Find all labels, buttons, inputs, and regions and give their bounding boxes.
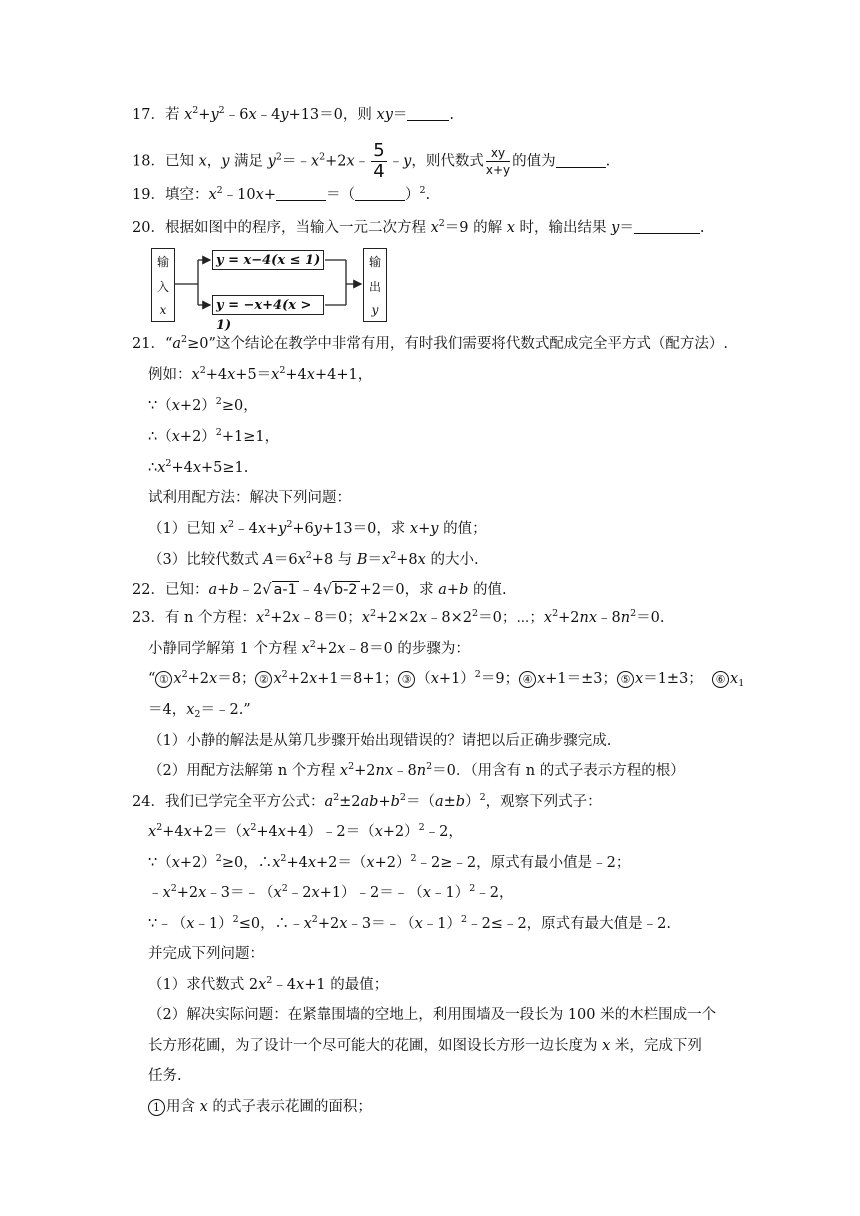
q24-example-1: $x^2+4x+2=(x^2+4x+4)﹣2=(x+2)^2﹣2$， xyxy=(148,822,463,840)
answer-blank[interactable] xyxy=(407,106,449,121)
step-marker: ④ xyxy=(519,671,536,688)
text: + xyxy=(263,187,276,203)
text: “ xyxy=(164,336,173,352)
question-23: 23．有 n 个方程：$x^2+2x﹣8=0$；$x^2+2\times 2x﹣8\times 2^2=0$；⋯；$x^2+2nx﹣8n^2=0$. xyxy=(132,608,665,626)
text: （1）求代数式 xyxy=(148,977,249,993)
question-18: 18．已知 x，y 满足 $y^2=﹣x^2+2x﹣$ $\frac{5}{4}$ ﹣y，则代数式 $\frac{xy}{x+y}$ 的值为 . xyxy=(132,140,611,182)
text: 已知 xyxy=(164,153,199,170)
answer-blank[interactable] xyxy=(556,153,606,168)
q24-part-2-end xyxy=(148,1065,182,1087)
text: 我们已学完全平方公式： xyxy=(164,794,325,810)
q24-instructions xyxy=(148,943,264,965)
text: ＝9 的解 xyxy=(444,220,507,236)
q23-steps-cont: ＝4，$x_2=﹣2$.” xyxy=(148,702,251,720)
text: 用含 xyxy=(166,1099,200,1115)
question-21: 21．“$a^2\ge 0$”这个结论在教学中非常有用，有时我们需要将代数式配成完全平方式（配方法）. xyxy=(132,334,728,352)
step-marker: ① xyxy=(155,671,172,688)
q23-intro: 小静同学解第 1 个方程 $x^2+2x﹣8=0$ 的步骤为： xyxy=(148,639,470,657)
input-box xyxy=(151,248,175,322)
text: +2 xyxy=(325,153,347,170)
q24-part-2-cont: 长方形花圃，为了设计一个尽可能大的花圃，如图设长方形一边长度为 x 米，完成下列 xyxy=(148,1038,702,1054)
radicand: a-1 xyxy=(273,582,297,598)
text: 并完成下列问题： xyxy=(148,946,264,962)
question-number: 22． xyxy=(132,582,165,598)
text: 米，完成下列 xyxy=(610,1038,702,1054)
text: 与 xyxy=(333,552,357,568)
step-marker: ② xyxy=(255,671,272,688)
text: 的最值； xyxy=(325,977,389,993)
q24-part-2 xyxy=(148,1004,716,1026)
answer-blank[interactable] xyxy=(276,186,326,201)
output-label-char: 输 xyxy=(368,255,381,269)
text: ﹣4 xyxy=(298,582,323,598)
question-22: 22．已知：a+b﹣2√ a-1 ﹣4√ b-2 +2＝0，求 a+b 的值. xyxy=(132,582,507,598)
text: 的式子表示花圃的面积； xyxy=(207,1099,372,1115)
text: 任务. xyxy=(148,1068,182,1084)
text: 小静同学解第 1 个方程 xyxy=(148,641,302,657)
text: +2＝0，求 xyxy=(359,582,439,598)
text: ， xyxy=(206,153,222,170)
text: ＝﹣ xyxy=(281,153,311,170)
step-marker: ③ xyxy=(398,671,415,688)
text: ） xyxy=(404,187,420,203)
q21-example: 例如：$x^2+4x+5=x^2+4x+4+1$， xyxy=(148,365,373,383)
denominator: x+y xyxy=(485,163,511,177)
question-number: 24． xyxy=(132,794,165,810)
text: ＝ xyxy=(392,107,408,123)
answer-blank[interactable] xyxy=(355,186,405,201)
text: ﹣10 xyxy=(222,187,256,203)
text: 例如： xyxy=(148,367,192,383)
question-number: 23． xyxy=(132,610,165,626)
text: （1）小静的解法是从第几步骤开始出现错误的？请把以后正确步骤完成. xyxy=(148,733,612,749)
text: ﹣ xyxy=(388,153,404,170)
input-label-var: x xyxy=(159,303,167,317)
input-label-char: 入 xyxy=(156,280,169,294)
q23-part-2: （2）用配方法解第 n 个方程 $x^2+2nx﹣8n^2=0$．（用含有 n 的式子表示方程的根） xyxy=(148,761,685,779)
output-box xyxy=(363,248,387,322)
text: （1）已知 xyxy=(148,521,220,537)
text: ＝（ xyxy=(325,187,355,203)
question-19: 19．填空：$x^2﹣10x+$ ＝（ ）$^2$. xyxy=(132,185,431,203)
text: 的值； xyxy=(438,521,487,537)
question-number: 18． xyxy=(132,153,165,170)
q23-steps: “ ① $x^2+2x=8$； ② $x^2+2x+1=8+1$； ③ $(x+1)^2=9$； ④ x+1＝±3； ⑤ x＝1±3； ⑥ $x_1$ xyxy=(148,669,745,689)
text: （2）解决实际问题：在紧靠围墙的空地上，利用围墙及一段长为 100 米的木栏围成一个 xyxy=(148,1007,717,1023)
question-20: 20．根据如图中的程序，当输入一元二次方程 $x^2=9$ 的解 x 时，输出结果 y＝ . xyxy=(132,218,705,236)
question-number: 17． xyxy=(132,107,165,123)
q24-example-3: $﹣x^2+2x﹣3=﹣(x^2﹣2x+1)﹣2=﹣(x﹣1)^2﹣2$， xyxy=(148,883,514,901)
formula-box-top: y = x−4(x ≤ 1) xyxy=(212,250,324,270)
text: ，求 xyxy=(376,521,410,537)
question-number: 19． xyxy=(132,187,165,203)
text: （2）用配方法解第 n 个方程 xyxy=(148,763,340,779)
text: ﹣2 xyxy=(238,582,263,598)
numerator: xy xyxy=(486,145,510,162)
text: 的值. xyxy=(468,582,507,598)
answer-blank[interactable] xyxy=(634,219,700,234)
q21-because: $\because(x+2)^2\ge 0$， xyxy=(148,396,258,414)
step-marker: ⑤ xyxy=(617,671,634,688)
sqrt-a-1: √ a-1 xyxy=(262,582,297,598)
text: 长方形花圃，为了设计一个尽可能大的花圃，如图设长方形一边长度为 xyxy=(148,1038,603,1054)
q24-example-4: ∵﹣（x﹣1）$^2$≤0，$\therefore﹣x^2+2x﹣3=﹣(x﹣1)^2﹣2\le﹣2$，原式有最大值是﹣2. xyxy=(148,914,672,932)
question-number: 21． xyxy=(132,336,165,352)
text: ，则代数式 xyxy=(411,153,484,170)
step-marker: ⑥ xyxy=(712,671,729,688)
text: 已知： xyxy=(164,582,209,598)
question-17: 17．若 $x^2+y^2﹣6x﹣4y+13=0$，则 xy＝ . xyxy=(132,105,454,123)
text: 填空： xyxy=(164,187,209,203)
text: 的步骤为： xyxy=(392,641,470,657)
text: 根据如图中的程序，当输入一元二次方程 xyxy=(164,220,431,236)
text: xy xyxy=(376,107,393,123)
q24-part-1: （1）求代数式 $2x^2﹣4x+1$ 的最值； xyxy=(148,975,389,993)
input-label-char: 输 xyxy=(156,255,169,269)
q23-part-1 xyxy=(148,730,611,752)
q24-task-1: 1 用含 x 的式子表示花圃的面积； xyxy=(148,1096,372,1118)
output-label-char: 出 xyxy=(368,280,381,294)
sqrt-b-2: √ b-2 xyxy=(322,582,358,598)
text: 有 n 个方程： xyxy=(164,610,257,626)
text: ＝0，则 xyxy=(319,107,377,123)
text: . xyxy=(425,187,431,203)
text: 试利用配方法：解决下列问题： xyxy=(148,490,351,506)
q21-part-1: （1）已知 $x^2﹣4x+y^2+6y+13=0$，求 x+y 的值； xyxy=(148,519,487,537)
text: ≥0”这个结论在教学中非常有用，有时我们需要将代数式配成完全平方式（配方法）. xyxy=(187,336,728,352)
fraction-xy xyxy=(486,145,510,178)
q21-therefore-1: $\therefore(x+2)^2+1\ge 1$， xyxy=(148,427,280,445)
radicand: b-2 xyxy=(333,582,358,598)
text: ＝ xyxy=(619,220,634,236)
denominator: 4 xyxy=(373,161,385,182)
text: 的值为 xyxy=(512,153,556,170)
text: ，观察下列式子： xyxy=(485,794,602,810)
q21-therefore-2: $\therefore x^2+4x+5\ge 1$. xyxy=(148,458,249,476)
program-flowchart xyxy=(150,247,390,333)
question-number: 20． xyxy=(132,220,165,236)
question-24: 24．我们已学完全平方公式：$a^2\pm 2ab+b^2=(a\pm b)^2$，观察下列式子： xyxy=(132,792,602,810)
output-label-var: y xyxy=(371,303,379,317)
text: 时，输出结果 xyxy=(514,220,612,236)
q24-example-2: $\because(x+2)^2\ge 0$，$\therefore x^2+4x+2=(x+2)^2﹣2\ge﹣2$，原式有最小值是﹣2； xyxy=(148,853,631,871)
formula-box-bottom: y = −x+4(x > 1) xyxy=(212,295,324,315)
text: 的大小. xyxy=(425,552,479,568)
text: 若 xyxy=(164,107,185,123)
text: （3）比较代数式 xyxy=(148,552,264,568)
fraction-5-4 xyxy=(371,141,386,182)
text: ∴ xyxy=(148,460,158,476)
q21-part-3: （3）比较代数式 $A=6x^2+8$ 与 $B=x^2+8x$ 的大小. xyxy=(148,550,479,568)
text: 满足 xyxy=(229,153,268,170)
text: ．（用含有 n 的式子表示方程的根） xyxy=(455,763,685,779)
numerator: 5 xyxy=(373,140,385,161)
q21-instructions xyxy=(148,487,351,509)
